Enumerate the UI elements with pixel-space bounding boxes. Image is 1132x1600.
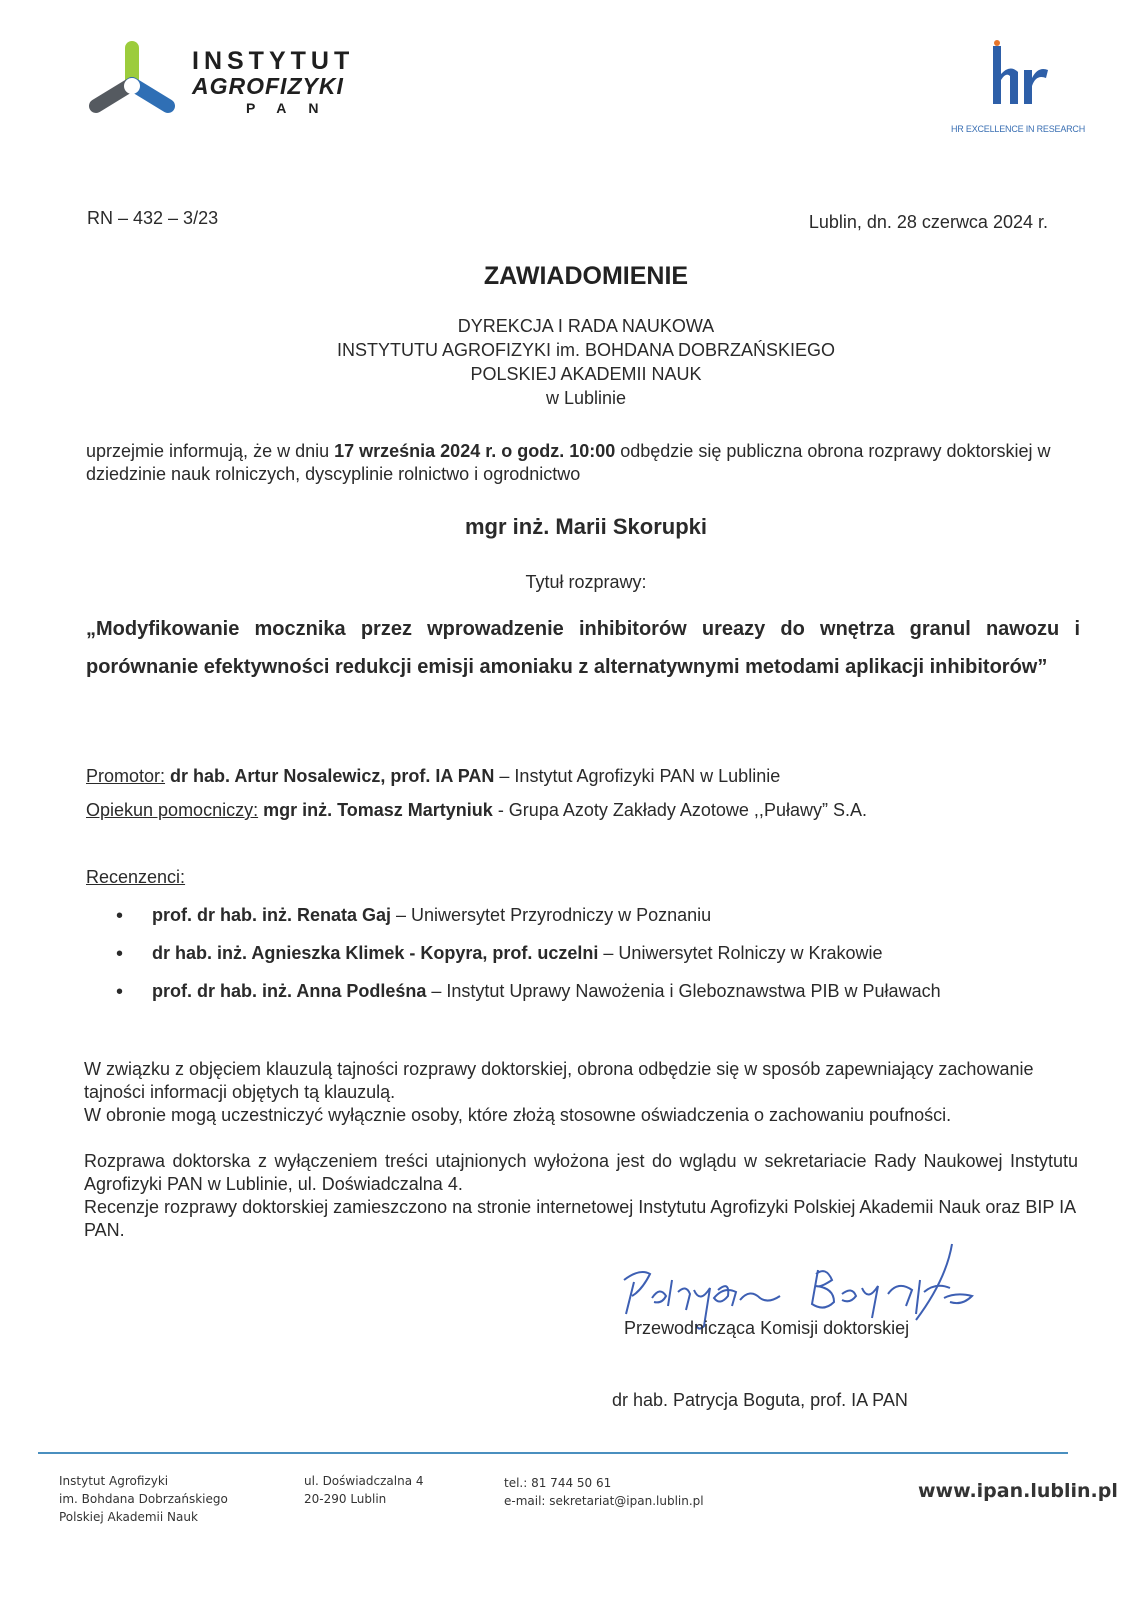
logo-line-2: AGROFIZYKI: [192, 73, 344, 99]
institute-logo-mark-icon: [84, 40, 184, 122]
logo-line-3: PAN: [246, 100, 341, 116]
promotor-label: Promotor:: [86, 766, 166, 786]
document-reference: RN – 432 – 3/23: [87, 208, 219, 228]
footer-contact: [504, 1474, 704, 1510]
institution-line: INSTYTUTU AGROFIZYKI im. BOHDANA DOBRZAŃSKIEGO: [336, 340, 836, 360]
reviewer-name: prof. dr hab. inż. Anna Podleśna: [152, 981, 427, 1001]
place-and-date: Lublin, dn. 28 czerwca 2024 r.: [808, 212, 1048, 232]
institution-line: POLSKIEJ AKADEMII NAUK: [470, 364, 702, 384]
paragraph-line: W obronie mogą uczestniczyć wyłącznie osoby, które złożą stosowne oświadczenia o zachowaniu poufności.: [84, 1105, 952, 1125]
promotor-name: dr hab. Artur Nosalewicz, prof. IA PAN: [170, 766, 495, 786]
assistant-affiliation: - Grupa Azoty Zakłady Azotowe ,,Puławy” S.A.: [492, 800, 867, 820]
footer-line: 20-290 Lublin: [304, 1492, 387, 1506]
reviewer-affiliation: – Uniwersytet Rolniczy w Krakowie: [598, 943, 883, 963]
hr-excellence-logo-icon: [990, 40, 1050, 110]
footer-divider: [38, 1452, 1068, 1454]
reviewer-affiliation: – Instytut Uprawy Nawożenia i Gleboznawstwa PIB w Puławach: [426, 981, 941, 1001]
footer-line: ul. Doświadczalna 4: [304, 1474, 424, 1488]
reviewers-list: [116, 905, 1096, 1019]
footer-line: Polskiej Akademii Nauk: [59, 1510, 198, 1524]
reviewer-item: [116, 905, 1096, 943]
thesis-label: Tytuł rozprawy:: [525, 572, 647, 592]
reviewer-name: prof. dr hab. inż. Renata Gaj: [152, 905, 392, 925]
defense-date: 17 września 2024 r. o godz. 10:00: [334, 441, 616, 461]
institute-logo-text: [192, 48, 354, 118]
reviewer-affiliation: – Uniwersytet Przyrodniczy w Poznaniu: [391, 905, 712, 925]
assistant-label: Opiekun pomocniczy:: [86, 800, 259, 820]
paragraph-line: W związku z objęciem klauzulą tajności rozprawy doktorskiej, obrona odbędzie się w sposób zapewniający zachowanie tajności informacji objętych tą klauzulą.: [84, 1059, 1034, 1102]
signatory-name: dr hab. Patrycja Boguta, prof. IA PAN: [612, 1390, 908, 1410]
reviewers-heading: Recenzenci:: [86, 867, 186, 887]
institution-line: DYREKCJA I RADA NAUKOWA: [457, 316, 715, 336]
footer-line: Instytut Agrofizyki: [59, 1474, 169, 1488]
promotor-line: [86, 766, 780, 787]
reviewer-item: [116, 981, 1096, 1019]
footer-phone: tel.: 81 744 50 61: [504, 1476, 612, 1490]
hr-tagline: HR EXCELLENCE IN RESEARCH: [951, 124, 1086, 134]
institution-line: w Lublinie: [545, 388, 627, 408]
paragraph-line: Recenzje rozprawy doktorskiej zamieszczono na stronie internetowej Instytutu Agrofizyki Polskiej Akademii Nauk oraz BIP IA PAN.: [84, 1197, 1076, 1240]
institution-block: [0, 314, 1132, 410]
intro-paragraph: [86, 440, 1080, 486]
logo-line-1: INSTYTUT: [192, 47, 355, 75]
footer-address: [304, 1472, 424, 1508]
intro-text-before: uprzejmie informują, że w dniu: [86, 441, 335, 461]
assistant-name: mgr inż. Tomasz Martyniuk: [263, 800, 493, 820]
signature-caption: Przewodnicząca Komisji doktorskiej: [624, 1318, 910, 1338]
footer-email: e-mail: sekretariat@ipan.lublin.pl: [504, 1494, 704, 1508]
thesis-title: „Modyfikowanie mocznika przez wprowadzenie inhibitorów ureazy do wnętrza granul nawozu i porównanie efektywności redukcji emisji amoniaku z alternatywnymi metodami aplikacji inhibitorów”: [86, 618, 1080, 678]
availability-paragraph: [84, 1150, 1078, 1242]
paragraph-line: Rozprawa doktorska z wyłączeniem treści utajnionych wyłożona jest do wglądu w sekretariacie Rady Naukowej Instytutu Agrofizyki PAN w Lublinie, ul. Doświadczalna 4.: [84, 1151, 1078, 1194]
promotor-affiliation: – Instytut Agrofizyki PAN w Lublinie: [494, 766, 781, 786]
footer-website-link[interactable]: www.ipan.lublin.pl: [918, 1480, 1118, 1502]
reviewer-name: dr hab. inż. Agnieszka Klimek - Kopyra, prof. uczelni: [152, 943, 599, 963]
candidate-name: mgr inż. Marii Skorupki: [464, 514, 708, 539]
document-title: ZAWIADOMIENIE: [483, 262, 689, 290]
footer-line: im. Bohdana Dobrzańskiego: [59, 1492, 228, 1506]
footer-organization: [59, 1472, 228, 1526]
assistant-supervisor-line: [86, 800, 867, 821]
confidentiality-paragraph: [84, 1058, 1078, 1127]
intro-text-after: odbędzie się publiczna obrona rozprawy doktorskiej w dziedzinie nauk rolniczych, dyscyplinie rolnictwo i ogrodnictwo: [86, 441, 1051, 484]
reviewer-item: [116, 943, 1096, 981]
